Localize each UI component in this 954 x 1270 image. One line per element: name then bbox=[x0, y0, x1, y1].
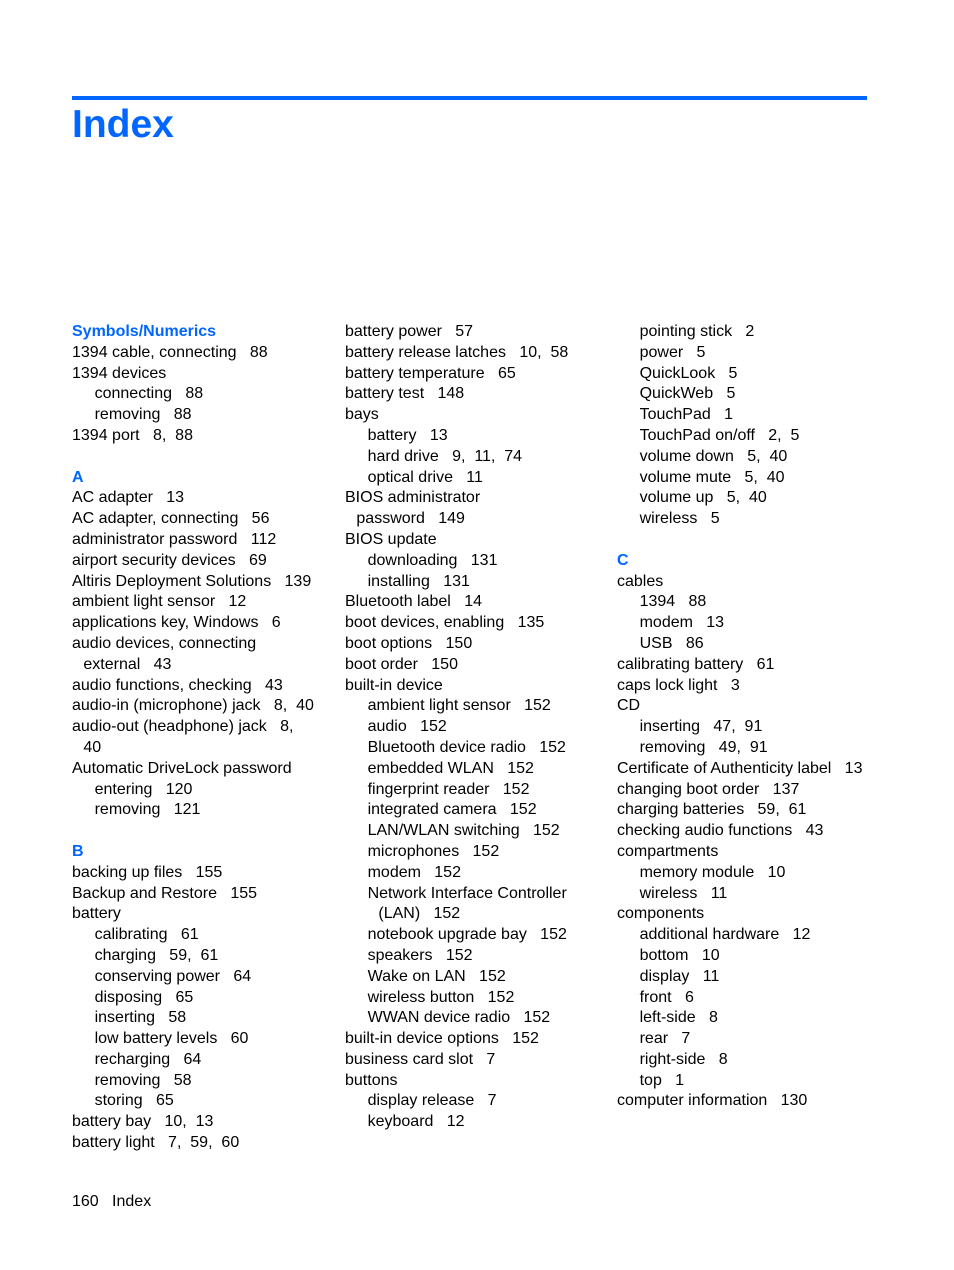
index-subentry: disposing 65 bbox=[94, 988, 194, 1006]
index-entry: boot order 150 bbox=[345, 655, 458, 673]
index-entry: audio-out (headphone) jack 8, bbox=[72, 718, 294, 736]
index-entry: buttons bbox=[345, 1071, 398, 1089]
index-subentry-continuation: (LAN) 152 bbox=[378, 905, 461, 923]
index-column-3 bbox=[617, 322, 877, 1112]
index-subentry: removing 58 bbox=[94, 1071, 192, 1089]
index-subentry: speakers 152 bbox=[367, 946, 473, 964]
index-subentry: modem 152 bbox=[367, 863, 461, 881]
index-subentry: entering 120 bbox=[94, 780, 193, 798]
index-entry: CD bbox=[617, 697, 641, 715]
index-entry: built-in device bbox=[345, 676, 443, 694]
index-entry: computer information 130 bbox=[617, 1092, 808, 1110]
index-subentry: removing 88 bbox=[94, 406, 192, 424]
index-entry: battery power 57 bbox=[345, 323, 474, 340]
index-entry: 1394 cable, connecting 88 bbox=[72, 343, 268, 361]
index-entry: AC adapter, connecting 56 bbox=[72, 510, 270, 528]
index-subentry: QuickWeb 5 bbox=[639, 385, 736, 403]
section-heading: B bbox=[72, 842, 84, 860]
index-entry: audio functions, checking 43 bbox=[72, 676, 283, 694]
index-entry: business card slot 7 bbox=[345, 1050, 496, 1068]
index-subentry: charging 59, 61 bbox=[94, 946, 219, 964]
index-subentry: installing 131 bbox=[367, 572, 470, 590]
index-entry: BIOS administrator bbox=[345, 489, 481, 507]
index-entry: cables bbox=[617, 572, 664, 590]
page-footer bbox=[72, 1192, 151, 1212]
index-subentry: volume down 5, 40 bbox=[639, 447, 788, 465]
section-heading: A bbox=[72, 468, 84, 486]
index-subentry: fingerprint reader 152 bbox=[367, 780, 530, 798]
index-subentry: keyboard 12 bbox=[367, 1113, 465, 1131]
index-entry: ambient light sensor 12 bbox=[72, 593, 247, 611]
section-gap bbox=[617, 530, 877, 551]
index-subentry: audio 152 bbox=[367, 718, 447, 736]
index-entry: compartments bbox=[617, 842, 719, 860]
index-entry: audio-in (microphone) jack 8, 40 bbox=[72, 697, 314, 715]
index-subentry: wireless 5 bbox=[639, 510, 720, 528]
index-entry: battery bay 10, 13 bbox=[72, 1113, 214, 1131]
index-subentry: USB 86 bbox=[639, 634, 704, 652]
page-title: Index bbox=[72, 103, 174, 146]
index-subentry: Bluetooth device radio 152 bbox=[367, 738, 566, 756]
index-subentry: volume mute 5, 40 bbox=[639, 468, 785, 486]
index-subentry: volume up 5, 40 bbox=[639, 489, 767, 507]
index-entry: Altiris Deployment Solutions 139 bbox=[72, 572, 312, 590]
index-subentry: pointing stick 2 bbox=[639, 323, 755, 340]
index-subentry: QuickLook 5 bbox=[639, 364, 738, 382]
section-gap bbox=[72, 447, 342, 468]
index-subentry: ambient light sensor 152 bbox=[367, 697, 551, 715]
index-entry: checking audio functions 43 bbox=[617, 822, 824, 840]
index-entry: Bluetooth label 14 bbox=[345, 593, 482, 611]
index-subentry: TouchPad on/off 2, 5 bbox=[639, 426, 800, 444]
index-entry: battery light 7, 59, 60 bbox=[72, 1134, 240, 1152]
index-entry: battery test 148 bbox=[345, 385, 465, 403]
index-subentry: TouchPad 1 bbox=[639, 406, 733, 424]
index-subentry: additional hardware 12 bbox=[639, 926, 811, 944]
index-subentry: downloading 131 bbox=[367, 551, 498, 569]
index-subentry: 1394 88 bbox=[639, 593, 707, 611]
index-subentry: inserting 47, 91 bbox=[639, 718, 763, 736]
index-subentry: bottom 10 bbox=[639, 946, 720, 964]
index-subentry: Wake on LAN 152 bbox=[367, 967, 506, 985]
index-subentry: modem 13 bbox=[639, 614, 725, 632]
index-subentry: optical drive 11 bbox=[367, 468, 483, 486]
index-column-2 bbox=[345, 322, 615, 1133]
index-entry: charging batteries 59, 61 bbox=[617, 801, 807, 819]
index-subentry: integrated camera 152 bbox=[367, 801, 537, 819]
footer-section: Index bbox=[112, 1193, 152, 1210]
index-entry: built-in device options 152 bbox=[345, 1030, 539, 1048]
section-heading: Symbols/Numerics bbox=[72, 323, 217, 340]
index-subentry: front 6 bbox=[639, 988, 694, 1006]
title-rule bbox=[72, 96, 867, 100]
page-number: 160 bbox=[72, 1193, 99, 1210]
index-entry-continuation: 40 bbox=[83, 738, 102, 756]
index-entry: applications key, Windows 6 bbox=[72, 614, 281, 632]
index-subentry: microphones 152 bbox=[367, 842, 500, 860]
index-entry: changing boot order 137 bbox=[617, 780, 800, 798]
index-subentry: low battery levels 60 bbox=[94, 1030, 249, 1048]
index-entry: BIOS update bbox=[345, 530, 437, 548]
index-column-1 bbox=[72, 322, 342, 1154]
index-subentry: calibrating 61 bbox=[94, 926, 199, 944]
index-subentry: right-side 8 bbox=[639, 1050, 728, 1068]
index-entry-continuation: password 149 bbox=[356, 510, 465, 528]
index-subentry: memory module 10 bbox=[639, 863, 786, 881]
index-subentry: storing 65 bbox=[94, 1092, 174, 1110]
index-subentry: Network Interface Controller bbox=[367, 884, 567, 902]
index-entry: Backup and Restore 155 bbox=[72, 884, 258, 902]
index-subentry: left-side 8 bbox=[639, 1009, 718, 1027]
index-subentry: LAN/WLAN switching 152 bbox=[367, 822, 560, 840]
index-entry: 1394 port 8, 88 bbox=[72, 426, 193, 444]
index-entry: battery bbox=[72, 905, 121, 923]
index-subentry: removing 49, 91 bbox=[639, 738, 768, 756]
index-entry: airport security devices 69 bbox=[72, 551, 267, 569]
section-gap bbox=[72, 821, 342, 842]
index-subentry: notebook upgrade bay 152 bbox=[367, 926, 567, 944]
index-subentry: WWAN device radio 152 bbox=[367, 1009, 551, 1027]
index-subentry: embedded WLAN 152 bbox=[367, 759, 534, 777]
index-subentry: top 1 bbox=[639, 1071, 685, 1089]
index-entry-continuation: external 43 bbox=[83, 655, 172, 673]
index-subentry: display release 7 bbox=[367, 1092, 497, 1110]
index-entry: components bbox=[617, 905, 705, 923]
index-entry: audio devices, connecting bbox=[72, 634, 257, 652]
index-entry: bays bbox=[345, 406, 379, 424]
index-entry: Automatic DriveLock password bbox=[72, 759, 292, 777]
index-subentry: wireless 11 bbox=[639, 884, 728, 902]
index-subentry: battery 13 bbox=[367, 426, 448, 444]
index-entry: administrator password 112 bbox=[72, 530, 277, 548]
index-entry: AC adapter 13 bbox=[72, 489, 185, 507]
index-entry: caps lock light 3 bbox=[617, 676, 740, 694]
index-subentry: inserting 58 bbox=[94, 1009, 187, 1027]
index-subentry: connecting 88 bbox=[94, 385, 204, 403]
index-subentry: rear 7 bbox=[639, 1030, 691, 1048]
index-subentry: recharging 64 bbox=[94, 1050, 202, 1068]
section-heading: C bbox=[617, 551, 629, 569]
index-subentry: conserving power 64 bbox=[94, 967, 252, 985]
index-entry: 1394 devices bbox=[72, 364, 167, 382]
index-subentry: hard drive 9, 11, 74 bbox=[367, 447, 523, 465]
index-entry: battery release latches 10, 58 bbox=[345, 343, 569, 361]
index-entry: boot devices, enabling 135 bbox=[345, 614, 545, 632]
index-subentry: removing 121 bbox=[94, 801, 201, 819]
index-subentry: display 11 bbox=[639, 967, 720, 985]
index-entry: Certificate of Authenticity label 13 bbox=[617, 759, 863, 777]
index-entry: battery temperature 65 bbox=[345, 364, 516, 382]
index-entry: boot options 150 bbox=[345, 634, 473, 652]
index-subentry: power 5 bbox=[639, 343, 706, 361]
index-subentry: wireless button 152 bbox=[367, 988, 515, 1006]
index-entry: calibrating battery 61 bbox=[617, 655, 775, 673]
index-entry: backing up files 155 bbox=[72, 863, 223, 881]
